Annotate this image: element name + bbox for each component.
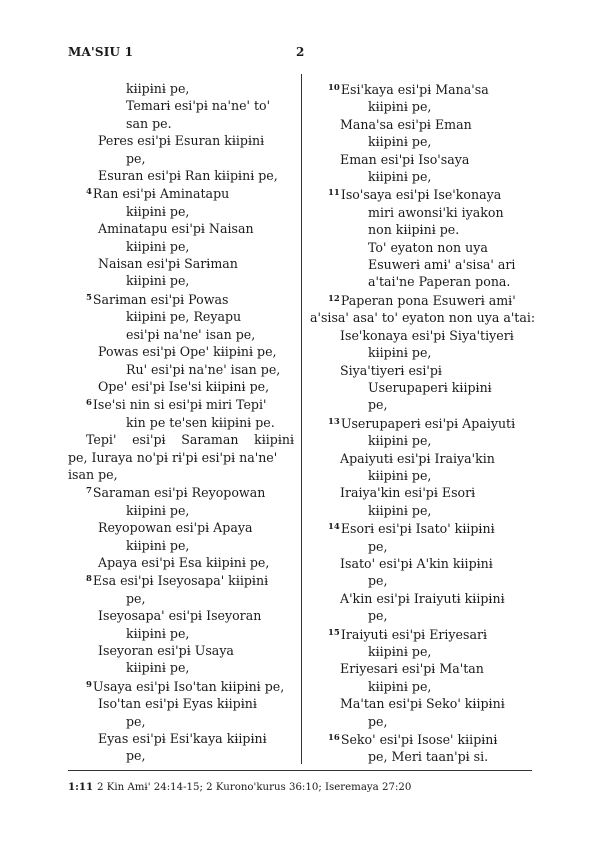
line-text: Eman esi'pɨ Iso'saya: [340, 151, 470, 167]
line-text: Reyopowan esi'pɨ Apaya: [98, 520, 253, 536]
line-text: A'kin esi'pɨ Iraiyutɨ kɨipɨnɨ: [340, 590, 505, 606]
text-line: [68, 184, 294, 202]
line-text: a'tai'ne Paperan pona.: [368, 274, 511, 290]
text-line: [68, 554, 294, 571]
text-line: [68, 677, 294, 695]
text-line: [68, 378, 294, 395]
text-line: [68, 659, 294, 676]
line-text: pe, Meri taan'pɨ si.: [368, 749, 489, 765]
line-text: Aminatapu esi'pɨ Naisan: [98, 221, 254, 237]
line-text: pe, Iuraya no'pɨ rɨ'pɨ esi'pɨ na'ne': [68, 449, 278, 465]
text-line: [310, 625, 536, 643]
line-text: Ru' esi'pɨ na'ne' isan pe,: [126, 361, 281, 377]
line-text: kɨipɨnɨ pe,: [126, 81, 190, 96]
text-line: [310, 713, 536, 730]
left-column: [68, 80, 294, 765]
line-text: kɨipɨnɨ pe,: [368, 169, 432, 185]
text-line: [310, 168, 536, 185]
line-text: kɨipɨnɨ pe,: [126, 660, 190, 676]
line-text: Iraiya'kin esi'pɨ Esorɨ: [340, 485, 476, 501]
line-text: pe,: [126, 713, 146, 729]
line-text: kɨipɨnɨ pe,: [368, 99, 432, 115]
text-line: [68, 238, 294, 255]
text-line: [310, 678, 536, 695]
line-text: pe,: [368, 573, 388, 589]
text-line: [310, 660, 536, 677]
line-text: kɨipɨnɨ pe,: [368, 467, 432, 483]
text-line: [310, 344, 536, 361]
line-text: kɨipɨnɨ pe,: [368, 644, 432, 659]
verse-number: 16: [328, 733, 340, 744]
line-text: Tepi' esi'pɨ Saraman kɨipɨnɨ: [86, 432, 294, 448]
text-line: [310, 748, 536, 765]
line-text: san pe.: [126, 115, 172, 131]
line-text: Esorɨ esi'pɨ Isato' kɨipɨnɨ: [340, 521, 495, 537]
text-line: [68, 290, 294, 308]
text-line: [68, 395, 294, 413]
line-text: Siya'tiyerɨ esi'pɨ: [340, 362, 442, 378]
line-text: Esuwerɨ amɨ' a'sisa' ari: [368, 257, 516, 273]
text-line: [310, 362, 536, 379]
line-text: miri awonsi'ki iyakon: [368, 204, 504, 220]
text-line: [68, 466, 294, 483]
text-line: [310, 730, 536, 748]
text-line: [310, 327, 536, 344]
verse-number: 11: [328, 188, 340, 199]
line-text: Peres esi'pɨ Esuran kɨipɨnɨ: [98, 133, 265, 149]
line-text: Esi'kaya esi'pɨ Mana'sa: [340, 82, 489, 97]
line-text: Iraiyutɨ esi'pɨ Eriyesarɨ: [340, 626, 488, 642]
text-line: [68, 132, 294, 149]
line-text: Eriyesarɨ esi'pɨ Ma'tan: [340, 661, 484, 677]
line-text: isan pe,: [68, 466, 118, 482]
verse-number: 6: [86, 398, 92, 409]
text-line: [68, 150, 294, 167]
running-header: [68, 45, 532, 63]
verse-number: 5: [86, 292, 92, 303]
text-line: [68, 519, 294, 536]
text-line: [68, 97, 294, 114]
line-text: a'sisa' asa' to' eyaton non uya a'tai:: [310, 310, 536, 326]
verse-number: 4: [86, 187, 92, 198]
line-text: Mana'sa esi'pɨ Eman: [340, 116, 472, 132]
text-line: [68, 308, 294, 325]
line-text: Ma'tan esi'pɨ Seko' kɨipɨnɨ: [340, 696, 505, 712]
line-text: pe,: [368, 608, 388, 624]
text-line: [68, 607, 294, 624]
line-text: non kɨipɨnɨ pe.: [368, 222, 460, 238]
line-text: kɨipɨnɨ pe,: [126, 537, 190, 553]
line-text: Paperan pona Esuwerɨ amɨ': [340, 292, 516, 308]
text-line: [68, 220, 294, 237]
line-text: Ise'si nin si esi'pɨ miri Tepi': [92, 397, 267, 413]
line-text: pe,: [126, 150, 146, 166]
verse-number: 13: [328, 416, 340, 427]
line-text: Naisan esi'pɨ Sarɨman: [98, 256, 238, 272]
text-line: [310, 432, 536, 449]
text-line: [310, 185, 536, 203]
text-line: [310, 502, 536, 519]
line-text: esi'pɨ na'ne' isan pe,: [126, 326, 256, 342]
text-line: [310, 396, 536, 413]
column-divider: [301, 74, 302, 764]
right-column: [310, 80, 536, 766]
line-text: Saraman esi'pɨ Reyopowan: [92, 485, 266, 501]
page-number: 2: [296, 45, 305, 59]
line-text: Userupaperɨ esi'pɨ Apaiyutɨ: [340, 415, 516, 431]
text-line: [310, 309, 536, 326]
line-text: Esa esi'pɨ Iseyosapa' kɨipɨnɨ: [92, 573, 269, 589]
line-text: pe,: [368, 538, 388, 554]
text-line: [68, 80, 294, 97]
line-text: kɨipɨnɨ pe,: [368, 502, 432, 518]
verse-number: 15: [328, 627, 340, 638]
line-text: Iseyosapa' esi'pɨ Iseyoran: [98, 608, 262, 624]
line-text: Iso'saya esi'pɨ Ise'konaya: [340, 187, 502, 203]
line-text: Eyas esi'pɨ Esi'kaya kɨipɨnɨ: [98, 731, 267, 747]
text-line: [68, 483, 294, 501]
line-text: To' eyaton non uya: [368, 239, 488, 255]
footnote-text: 2 Kin Amɨ' 24:14-15; 2 Kurono'kurus 36:10; Iseremaya 27:20: [97, 782, 412, 793]
text-line: [310, 116, 536, 133]
text-line: [68, 115, 294, 132]
line-text: kɨipɨnɨ pe,: [368, 134, 432, 150]
text-line: [310, 98, 536, 115]
text-line: [310, 256, 536, 273]
text-line: [310, 695, 536, 712]
text-line: [310, 538, 536, 555]
line-text: Temarɨ esi'pɨ na'ne' to': [126, 98, 271, 114]
verse-number: 12: [328, 293, 340, 304]
verse-number: 8: [86, 574, 92, 585]
line-text: kɨipɨnɨ pe,: [126, 273, 190, 289]
line-text: kɨipɨnɨ pe,: [126, 502, 190, 518]
text-line: [68, 272, 294, 289]
line-text: Ise'konaya esi'pɨ Siya'tiyerɨ: [340, 327, 514, 343]
text-line: [68, 343, 294, 360]
text-line: [68, 326, 294, 343]
verse-number: 7: [86, 486, 92, 497]
footnote-rule: [68, 770, 532, 771]
line-text: kɨipɨnɨ pe,: [368, 433, 432, 449]
footnote: [68, 781, 411, 793]
text-line: [68, 590, 294, 607]
text-line: [310, 291, 536, 309]
text-line: [310, 519, 536, 537]
text-line: [310, 484, 536, 501]
text-line: [310, 572, 536, 589]
line-text: kɨipɨnɨ pe,: [368, 678, 432, 694]
text-line: [310, 204, 536, 221]
line-text: Seko' esi'pɨ Isose' kɨipɨnɨ: [340, 732, 498, 748]
line-text: Apaiyutɨ esi'pɨ Iraiya'kin: [340, 450, 495, 466]
text-line: [310, 239, 536, 256]
text-line: [68, 695, 294, 712]
line-text: Ope' esi'pɨ Ise'si kɨipɨnɨ pe,: [98, 378, 270, 394]
line-text: pe,: [368, 713, 388, 729]
line-text: Isato' esi'pɨ A'kin kɨipɨnɨ: [340, 555, 493, 571]
book-title: MA'SIU 1: [68, 45, 134, 59]
text-line: [310, 80, 536, 98]
text-line: [68, 537, 294, 554]
verse-number: 14: [328, 522, 340, 533]
line-text: pe,: [126, 590, 146, 606]
text-line: [68, 571, 294, 589]
line-text: kɨipɨnɨ pe, Reyapu: [126, 309, 242, 325]
text-line: [310, 450, 536, 467]
text-line: [68, 449, 294, 466]
text-line: [310, 414, 536, 432]
text-line: [310, 151, 536, 168]
text-line: [68, 713, 294, 730]
text-line: [68, 502, 294, 519]
text-line: [68, 730, 294, 747]
text-line: [310, 467, 536, 484]
text-line: [68, 625, 294, 642]
text-line: [68, 255, 294, 272]
line-text: pe,: [368, 397, 388, 413]
line-text: Ran esi'pɨ Aminatapu: [92, 186, 230, 202]
line-text: Iseyoran esi'pɨ Usaya: [98, 643, 234, 658]
text-line: [68, 167, 294, 184]
line-text: kɨipɨnɨ pe,: [368, 345, 432, 361]
text-line: [68, 431, 294, 448]
line-text: pe,: [126, 748, 146, 764]
line-text: Apaya esi'pɨ Esa kɨipɨnɨ pe,: [98, 554, 270, 570]
footnote-reference: 1:11: [68, 781, 94, 793]
text-line: [68, 361, 294, 378]
line-text: kɨipɨnɨ pe,: [126, 625, 190, 641]
line-text: kɨipɨnɨ pe,: [126, 238, 190, 254]
text-line: [68, 747, 294, 764]
text-line: [310, 133, 536, 150]
text-line: [68, 414, 294, 431]
line-text: Esuran esi'pɨ Ran kɨipɨnɨ pe,: [98, 168, 278, 184]
text-line: [310, 273, 536, 290]
text-line: [310, 607, 536, 624]
line-text: Iso'tan esi'pɨ Eyas kɨipɨnɨ: [98, 696, 257, 712]
verse-number: 9: [86, 679, 92, 690]
text-line: [68, 642, 294, 659]
line-text: kin pe te'sen kɨipɨnɨ pe.: [126, 414, 275, 430]
verse-number: 10: [328, 83, 340, 93]
text-line: [310, 221, 536, 238]
line-text: kɨipɨnɨ pe,: [126, 203, 190, 219]
line-text: Usaya esi'pɨ Iso'tan kɨipɨnɨ pe,: [92, 678, 285, 694]
text-line: [310, 590, 536, 607]
text-line: [68, 203, 294, 220]
line-text: Powas esi'pɨ Ope' kɨipɨnɨ pe,: [98, 344, 277, 360]
text-line: [310, 379, 536, 396]
text-line: [310, 643, 536, 660]
line-text: Sarɨman esi'pɨ Powas: [92, 291, 229, 307]
text-line: [310, 555, 536, 572]
line-text: Userupaperɨ kɨipɨnɨ: [368, 379, 492, 395]
